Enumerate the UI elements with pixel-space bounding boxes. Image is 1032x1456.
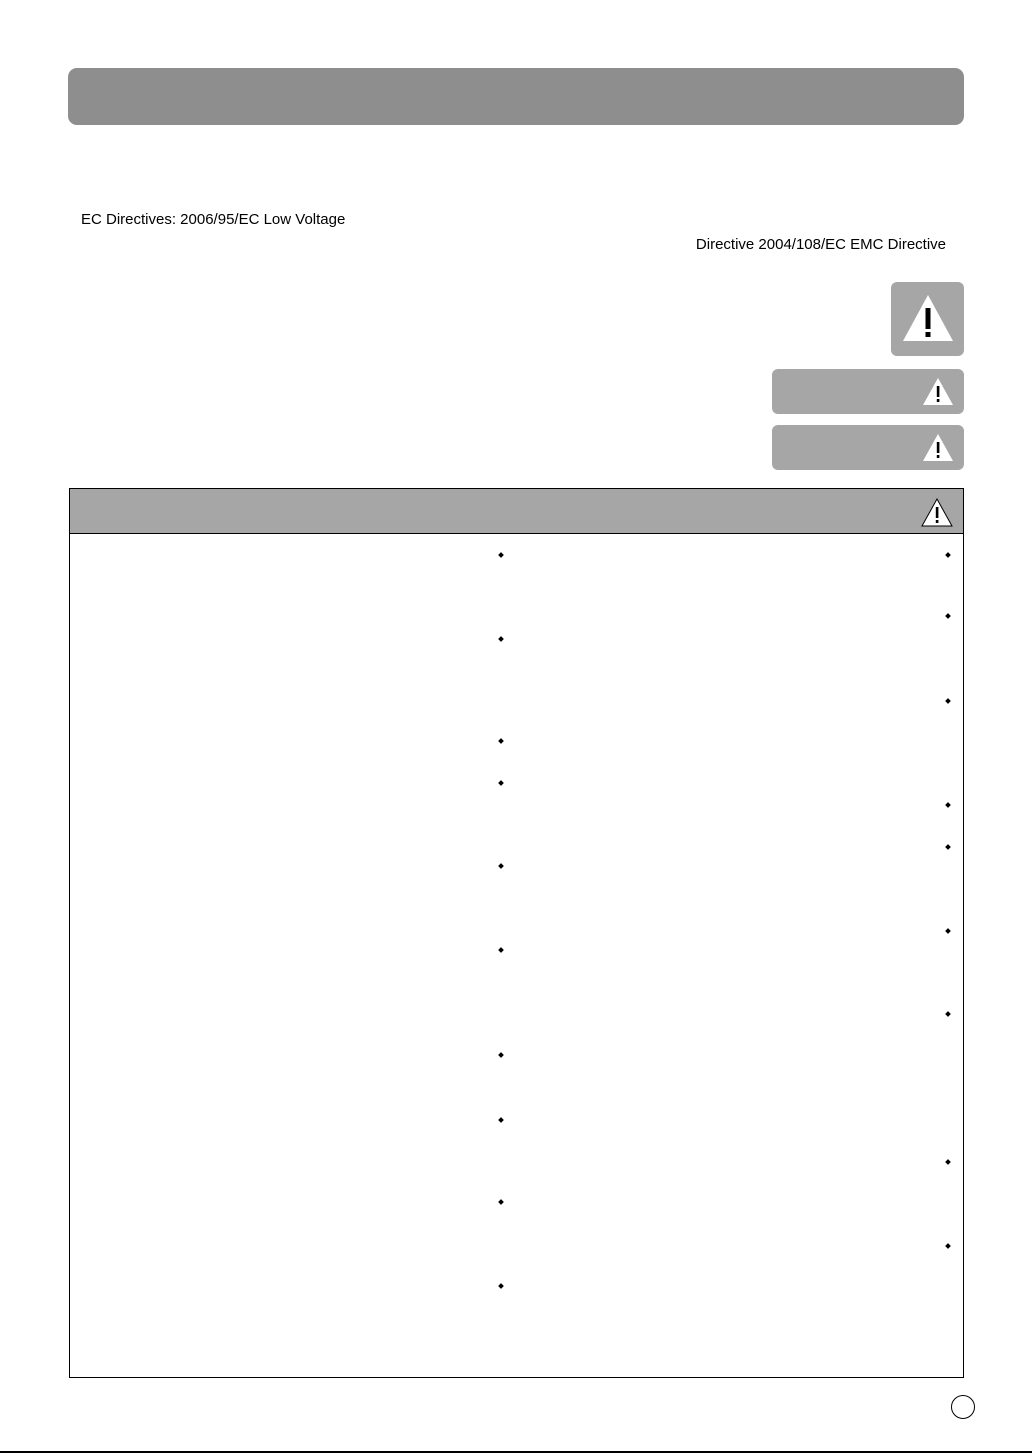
warning-triangle-icon: [900, 292, 956, 344]
directive-text-line-1: EC Directives: 2006/95/EC Low Voltage: [81, 211, 346, 228]
list-bullet: [499, 1118, 505, 1124]
directive-text-line-2: Directive 2004/108/EC EMC Directive: [695, 236, 946, 253]
list-bullet: [946, 1244, 952, 1250]
list-bullet: [499, 864, 505, 870]
list-bullet: [946, 845, 952, 851]
list-bullet: [946, 699, 952, 705]
warning-triangle-icon: [921, 498, 953, 527]
list-bullet: [499, 1284, 505, 1290]
warning-triangle-icon: [922, 433, 954, 462]
warning-box-large: [891, 282, 964, 356]
list-bullet: [946, 929, 952, 935]
safety-panel-header: [70, 489, 963, 534]
warning-triangle-icon: [922, 377, 954, 406]
list-bullet: [499, 1200, 505, 1206]
warning-label-box-2: [772, 425, 964, 470]
list-bullet: [946, 1160, 952, 1166]
bottom-rule: [0, 1451, 1032, 1453]
list-bullet: [946, 1012, 952, 1018]
list-bullet: [946, 614, 952, 620]
list-bullet: [499, 739, 505, 745]
safety-panel: [69, 488, 964, 1378]
list-bullet: [499, 637, 505, 643]
list-bullet: [499, 1053, 505, 1059]
list-bullet: [499, 553, 505, 559]
list-bullet: [499, 781, 505, 787]
page-number-circle: [951, 1395, 975, 1419]
list-bullet: [946, 803, 952, 809]
warning-label-box-1: [772, 369, 964, 414]
header-bar: [68, 68, 964, 125]
list-bullet: [946, 553, 952, 559]
list-bullet: [499, 948, 505, 954]
